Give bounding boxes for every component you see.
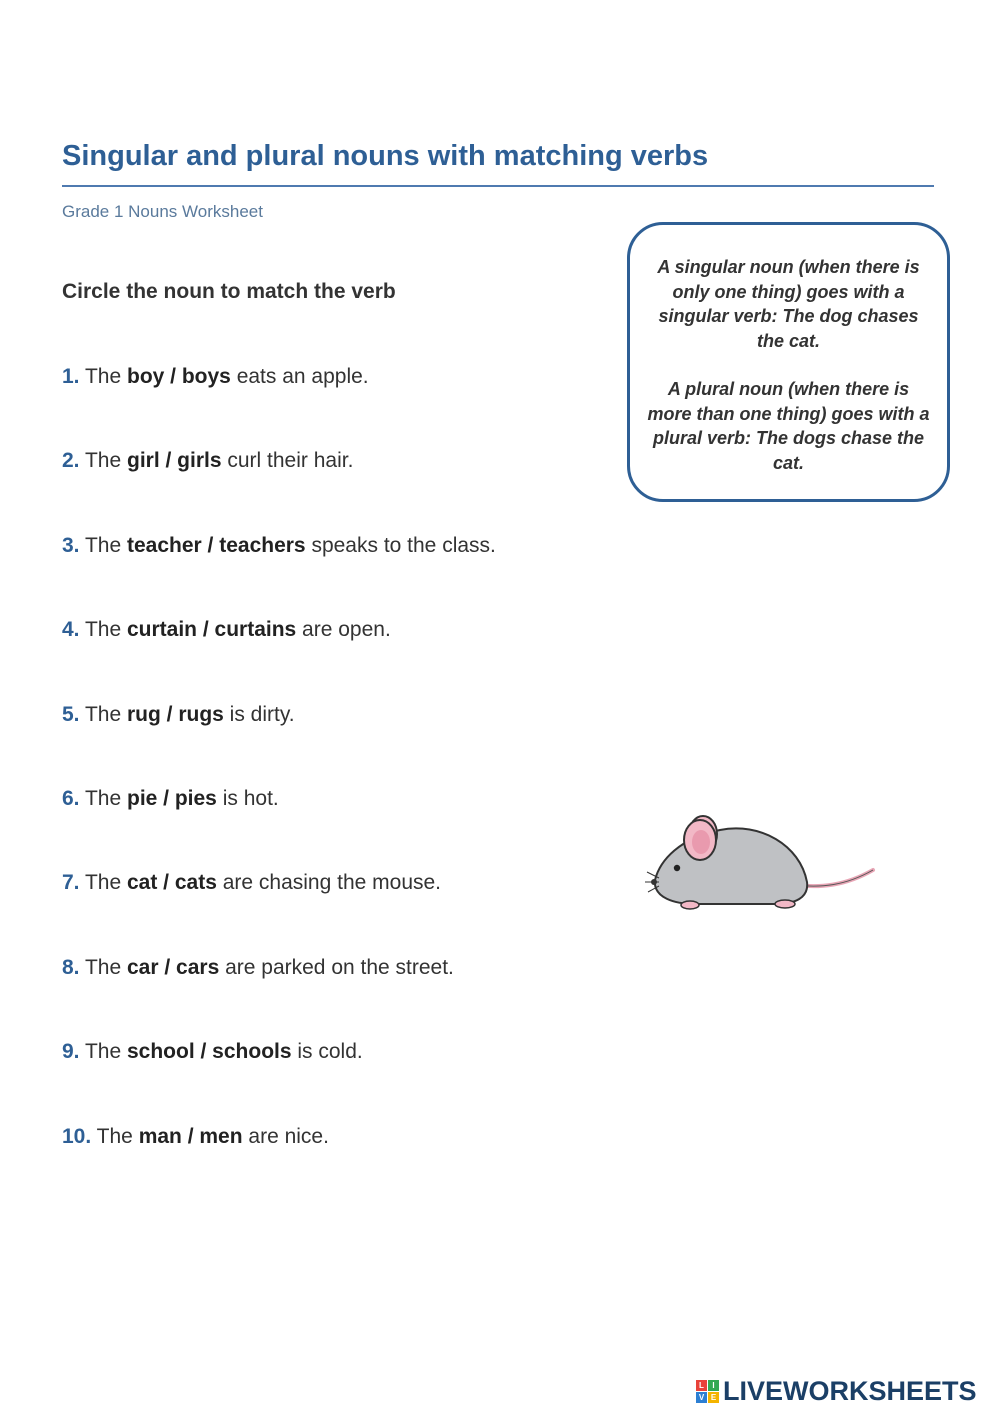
question-2 <box>62 449 353 473</box>
question-5 <box>62 703 295 727</box>
question-1 <box>62 365 369 389</box>
question-8 <box>62 956 454 980</box>
question-text-post: are nice. <box>242 1125 329 1148</box>
singular-rule: A singular noun (when there is only one thing) goes with a singular verb: The dog chases the cat. <box>657 257 920 351</box>
grammar-note-box <box>627 222 950 502</box>
liveworksheets-brand[interactable] <box>696 1376 977 1407</box>
question-text-pre: The <box>79 871 127 894</box>
noun-choice[interactable]: rug / rugs <box>127 703 224 726</box>
mouse-illustration <box>645 810 880 915</box>
question-number: 6. <box>62 787 80 810</box>
question-text-post: are open. <box>296 618 391 641</box>
instruction: Circle the noun to match the verb <box>62 280 396 303</box>
question-number: 2. <box>62 449 80 472</box>
title-divider <box>62 185 934 187</box>
question-text-post: is cold. <box>291 1040 363 1063</box>
question-number: 3. <box>62 534 80 557</box>
question-4 <box>62 618 391 642</box>
brand-name: LIVEWORKSHEETS <box>723 1376 977 1406</box>
question-text-post: is dirty. <box>223 703 295 726</box>
question-text-post: is hot. <box>216 787 279 810</box>
question-number: 9. <box>62 1040 80 1063</box>
question-7 <box>62 871 441 895</box>
noun-choice[interactable]: school / schools <box>127 1040 292 1063</box>
noun-choice[interactable]: pie / pies <box>127 787 217 810</box>
question-text-post: are parked on the street. <box>219 956 454 979</box>
question-text-post: are chasing the mouse. <box>216 871 442 894</box>
question-text-pre: The <box>79 956 127 979</box>
worksheet-title: Singular and plural nouns with matching verbs <box>62 140 709 172</box>
worksheet-subtitle: Grade 1 Nouns Worksheet <box>62 202 263 221</box>
logo-letter: I <box>708 1380 719 1391</box>
noun-choice[interactable]: man / men <box>138 1125 243 1148</box>
question-text-post: eats an apple. <box>230 365 369 388</box>
question-number: 10. <box>62 1125 92 1148</box>
question-10 <box>62 1125 329 1149</box>
brand-logo-icon <box>696 1380 719 1403</box>
question-number: 8. <box>62 956 80 979</box>
question-number: 1. <box>62 365 80 388</box>
question-number: 4. <box>62 618 80 641</box>
question-9 <box>62 1040 363 1064</box>
question-text-post: speaks to the class. <box>305 534 496 557</box>
logo-letter: L <box>696 1380 707 1391</box>
question-text-pre: The <box>79 365 127 388</box>
question-text-pre: The <box>79 787 127 810</box>
question-3 <box>62 534 496 558</box>
noun-choice[interactable]: car / cars <box>127 956 220 979</box>
question-text-pre: The <box>91 1125 139 1148</box>
logo-letter: V <box>696 1392 707 1403</box>
question-text-pre: The <box>79 703 127 726</box>
plural-rule: A plural noun (when there is more than one thing) goes with a plural verb: The dogs chase the cat. <box>647 379 930 473</box>
noun-choice[interactable]: teacher / teachers <box>127 534 306 557</box>
noun-choice[interactable]: boy / boys <box>127 365 231 388</box>
noun-choice[interactable]: curtain / curtains <box>127 618 297 641</box>
question-number: 5. <box>62 703 80 726</box>
noun-choice[interactable]: cat / cats <box>127 871 217 894</box>
question-text-post: curl their hair. <box>221 449 354 472</box>
question-number: 7. <box>62 871 80 894</box>
logo-letter: E <box>708 1392 719 1403</box>
question-text-pre: The <box>79 534 127 557</box>
question-text-pre: The <box>79 618 127 641</box>
noun-choice[interactable]: girl / girls <box>127 449 222 472</box>
question-text-pre: The <box>79 1040 127 1063</box>
question-text-pre: The <box>79 449 127 472</box>
question-6 <box>62 787 279 811</box>
